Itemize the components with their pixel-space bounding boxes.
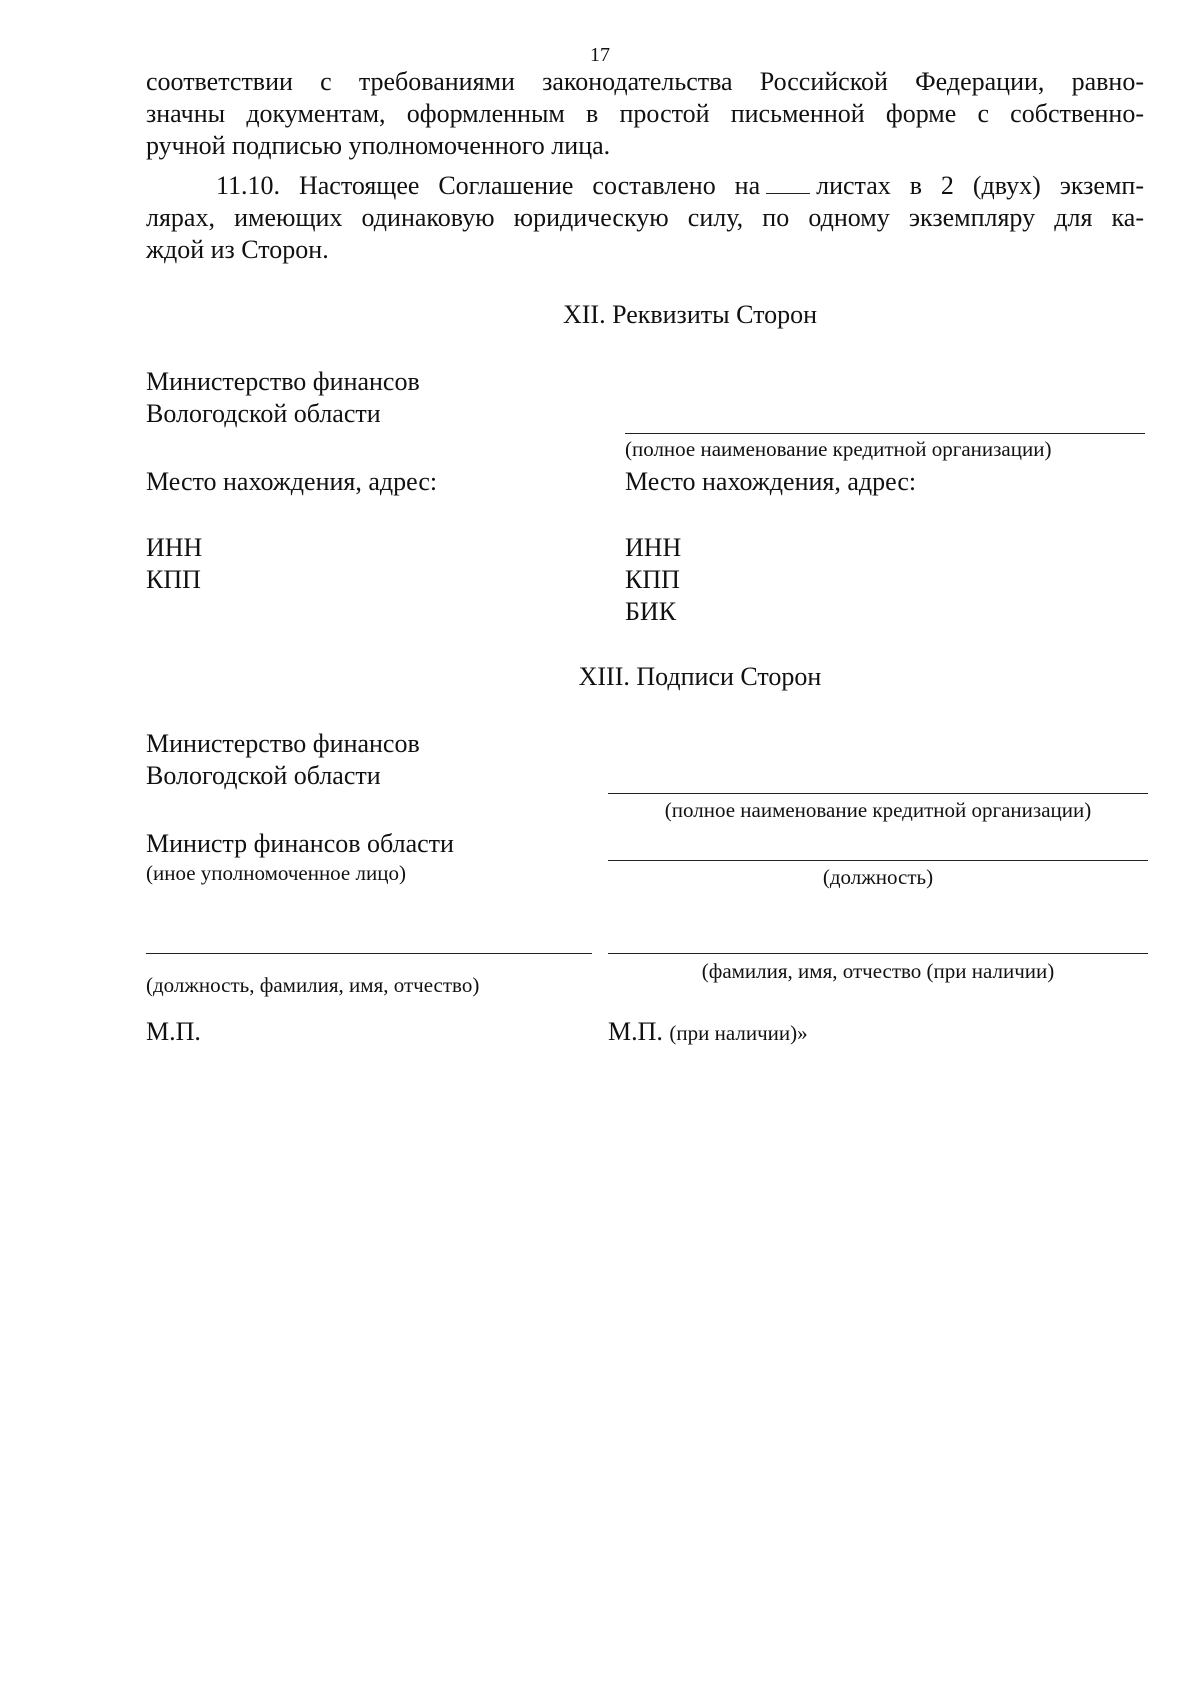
s13-right-stamp	[608, 1016, 808, 1048]
s13-left-stamp: М.П.	[146, 1017, 201, 1046]
s13-right-org-name-line	[608, 793, 1148, 794]
section-13-title: XIII. Подписи Сторон	[578, 662, 822, 691]
sheet-count-blank	[766, 171, 810, 194]
s12-left-kpp-label: КПП	[146, 565, 201, 594]
s12-right-address-label: Место нахождения, адрес:	[625, 467, 917, 496]
s13-right-org-caption: (полное наименование кредитной организации)	[664, 798, 1092, 822]
s12-left-address-label: Место нахождения, адрес:	[146, 467, 438, 496]
s12-right-org-caption: (полное наименование кредитной организации)	[625, 437, 1052, 461]
s12-left-org-line-2: Вологодской области	[146, 399, 381, 428]
paragraph-1-line-2: значны документам, оформленным в простой письменной форме с собственно-	[146, 99, 1144, 128]
section-12-title: XII. Реквизиты Сторон	[562, 300, 818, 329]
s12-left-inn-label: ИНН	[146, 533, 203, 562]
s13-right-name-caption: (фамилия, имя, отчество (при наличии)	[701, 959, 1055, 983]
page-number: 17	[590, 44, 610, 66]
paragraph-2-line-1-end: листах в 2 (двух) экземп-	[816, 171, 1144, 200]
paragraph-1-line-1: соответствии с требованиями законодательства Российской Федерации, равно-	[146, 67, 1144, 96]
s12-right-bik-label: БИК	[625, 597, 677, 626]
s12-right-org-name-line	[625, 433, 1145, 434]
s13-right-stamp-note: (при наличии)»	[669, 1021, 808, 1045]
s13-left-signature-line	[146, 953, 592, 954]
s13-left-org-line-2: Вологодской области	[146, 761, 381, 790]
s12-right-inn-label: ИНН	[625, 533, 682, 562]
s13-left-signer-note: (иное уполномоченное лицо)	[146, 861, 406, 885]
s13-right-position-caption: (должность)	[822, 865, 934, 889]
paragraph-2-line-1-start: 11.10. Настоящее Соглашение составлено на	[216, 171, 761, 200]
paragraph-1-line-3: ручной подписью уполномоченного лица.	[146, 131, 611, 160]
paragraph-2-line-2: лярах, имеющих одинаковую юридическую силу, по одному экземпляру для ка-	[146, 203, 1144, 232]
s13-left-name-caption: (должность, фамилия, имя, отчество)	[146, 973, 480, 997]
s12-right-kpp-label: КПП	[625, 565, 680, 594]
s13-left-org-line-1: Министерство финансов	[146, 729, 420, 758]
s13-right-signature-line	[608, 953, 1148, 954]
s12-left-org-line-1: Министерство финансов	[146, 367, 420, 396]
paragraph-2-line-3: ждой из Сторон.	[146, 235, 329, 264]
s13-right-stamp-label: М.П.	[608, 1017, 663, 1046]
s13-right-position-line	[608, 860, 1148, 861]
s13-left-signer: Министр финансов области	[146, 829, 454, 858]
paragraph-2-line-1	[216, 170, 1144, 202]
